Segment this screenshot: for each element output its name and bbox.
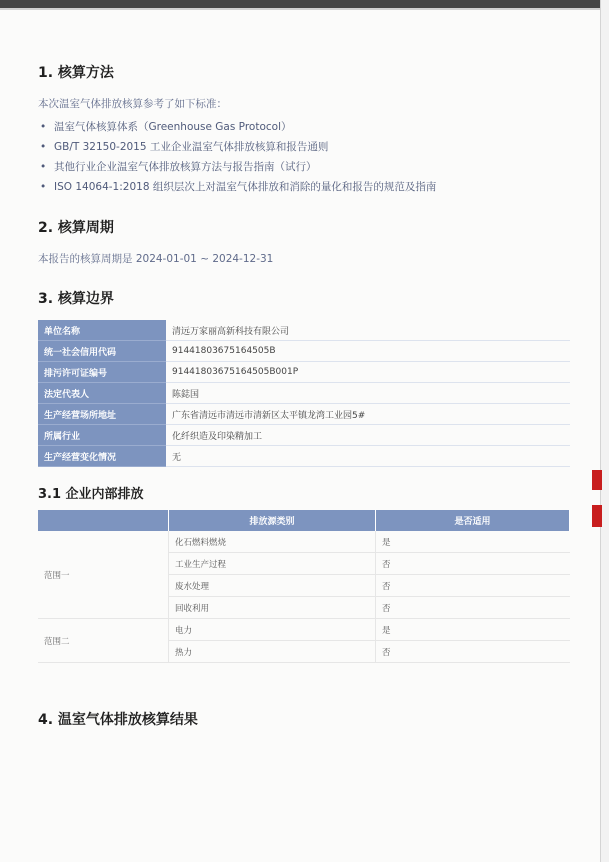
page-top-border-shadow xyxy=(0,8,602,10)
standards-list xyxy=(38,117,570,197)
applicable-cell: 是 xyxy=(376,619,570,641)
scope-column-header xyxy=(38,510,169,531)
section-3-1-heading: 3.1 企业内部排放 xyxy=(38,487,144,502)
row-label: 排污许可证编号 xyxy=(38,362,166,383)
row-label: 单位名称 xyxy=(38,320,166,341)
table-row xyxy=(38,383,570,404)
list-item: • 其他行业企业温室气体排放核算方法与报告指南（试行） xyxy=(38,157,570,177)
applicable-cell: 是 xyxy=(376,531,570,553)
row-value: 广东省清远市清远市清新区太平镇龙湾工业园5# xyxy=(166,404,570,425)
section-3-heading: 3. 核算边界 xyxy=(38,291,114,307)
source-column-header: 排放源类别 xyxy=(169,510,376,531)
row-label: 法定代表人 xyxy=(38,383,166,404)
table-row xyxy=(38,446,570,467)
source-cell: 废水处理 xyxy=(169,575,376,597)
scope-1-cell: 范围一 xyxy=(38,531,169,619)
internal-emissions-table xyxy=(38,510,570,663)
row-value: 91441803675164505B xyxy=(166,341,570,362)
applicable-cell: 否 xyxy=(376,597,570,619)
section-2-period: 本报告的核算周期是 2024-01-01 ~ 2024-12-31 xyxy=(38,253,274,265)
table-row xyxy=(38,404,570,425)
source-cell: 化石燃料燃烧 xyxy=(169,531,376,553)
row-label: 统一社会信用代码 xyxy=(38,341,166,362)
row-label: 所属行业 xyxy=(38,425,166,446)
list-item: • ISO 14064-1:2018 组织层次上对温室气体排放和消除的量化和报告的规范及指南 xyxy=(38,177,570,197)
scope-2-cell: 范围二 xyxy=(38,619,169,663)
row-value: 无 xyxy=(166,446,570,467)
document-content xyxy=(38,62,570,729)
table-row xyxy=(38,425,570,446)
row-value: 化纤织造及印染精加工 xyxy=(166,425,570,446)
list-item: • 温室气体核算体系（Greenhouse Gas Protocol） xyxy=(38,117,570,137)
source-cell: 工业生产过程 xyxy=(169,553,376,575)
source-cell: 回收利用 xyxy=(169,597,376,619)
source-cell: 电力 xyxy=(169,619,376,641)
table-row xyxy=(38,619,570,641)
applicable-cell: 否 xyxy=(376,575,570,597)
table-row xyxy=(38,362,570,383)
seal-stamp-fragment xyxy=(592,470,602,490)
section-2-heading: 2. 核算周期 xyxy=(38,220,114,236)
row-value: 清远万家丽高新科技有限公司 xyxy=(166,320,570,341)
page-right-edge xyxy=(600,0,609,862)
table-header-row xyxy=(38,510,570,531)
row-label: 生产经营场所地址 xyxy=(38,404,166,425)
boundary-table xyxy=(38,320,570,467)
applicable-column-header: 是否适用 xyxy=(376,510,570,531)
source-cell: 热力 xyxy=(169,641,376,663)
section-1-heading: 1. 核算方法 xyxy=(38,65,114,81)
list-item: • GB/T 32150-2015 工业企业温室气体排放核算和报告通则 xyxy=(38,137,570,157)
row-label: 生产经营变化情况 xyxy=(38,446,166,467)
table-row xyxy=(38,320,570,341)
applicable-cell: 否 xyxy=(376,641,570,663)
page-top-border xyxy=(0,0,602,8)
row-value: 陈鋕国 xyxy=(166,383,570,404)
table-row xyxy=(38,341,570,362)
row-value: 91441803675164505B001P xyxy=(166,362,570,383)
applicable-cell: 否 xyxy=(376,553,570,575)
seal-stamp-fragment xyxy=(592,505,602,527)
section-4-heading: 4. 温室气体排放核算结果 xyxy=(38,712,198,728)
table-row xyxy=(38,531,570,553)
section-1-intro: 本次温室气体排放核算参考了如下标准： xyxy=(38,98,227,110)
